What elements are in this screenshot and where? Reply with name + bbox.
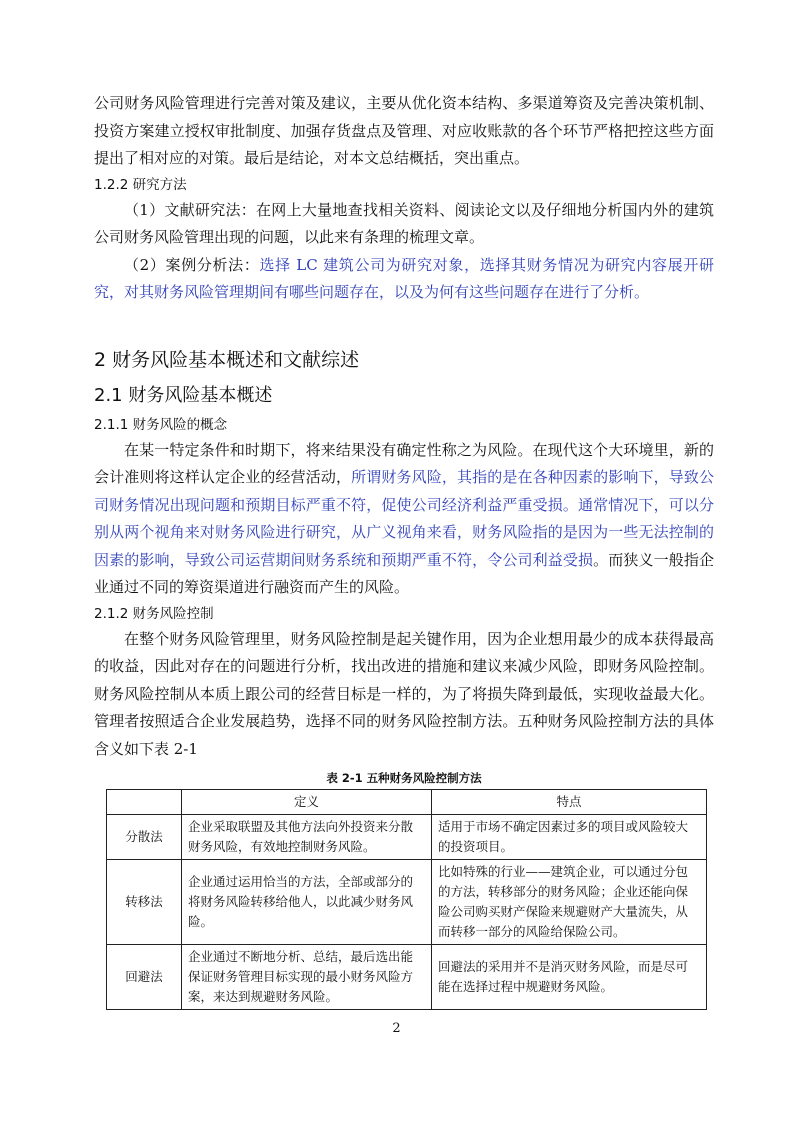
table-row bbox=[107, 815, 707, 860]
section-heading-2-1-2: 2.1.2 财务风险控制 bbox=[94, 605, 214, 622]
section-heading-2-1-1: 2.1.1 财务风险的概念 bbox=[94, 416, 228, 433]
method-case-highlight: 选择 LC 建筑公司为研究对象，选择其财务情况为研究内容展开研究，对其财务风险管理期间有哪些问题存在，以及为何有这些问题存在进行了分析。 bbox=[94, 255, 714, 301]
method-name: 回避法 bbox=[107, 945, 182, 1010]
method-feature: 比如特殊的行业——建筑企业，可以通过分包的方法，转移部分的财务风险；企业还能向保险公司购买财产保险来规避财产大量流失，从而转移一部分的风险给保险公司。 bbox=[432, 860, 707, 945]
table-header-row bbox=[107, 790, 707, 815]
concept-paragraph bbox=[94, 437, 714, 602]
concept-highlight: 所谓财务风险，其指的是在各种因素的影响下，导致公司财务情况出现问题和预期目标严重不符，促使公司经济利益严重受损。通常情况下，可以分别从两个视角来对财务风险进行研究，从广义视角来看，财务风险指的是因为一些无法控制的因素的影响，导致公司运营期间财务系统和预期严重不符，令公司利益受损 bbox=[94, 468, 714, 569]
method-definition: 企业通过不断地分析、总结，最后选出能保证财务管理目标实现的最小财务风险方案，来达到规避财务风险。 bbox=[182, 945, 432, 1010]
method-case-label: （2）案例分析法： bbox=[124, 255, 260, 274]
table-caption: 表 2-1 五种财务风险控制方法 bbox=[326, 771, 482, 785]
header-cell-definition: 定义 bbox=[182, 790, 432, 815]
method-literature: （1）文献研究法：在网上大量地查找相关资料、阅读论文以及仔细地分析国内外的建筑公司财务风险管理出现的问题，以此来有条理的梳理文章。 bbox=[94, 200, 714, 246]
method-case bbox=[94, 252, 714, 307]
page-number: 2 bbox=[392, 1021, 401, 1036]
control-paragraph: 在整个财务风险管理里，财务风险控制是起关键作用，因为企业想用最少的成本获得最高的收益，因此对存在的问题进行分析，找出改进的措施和建议来减少风险，即财务风险控制。财务风险控制从本质上跟公司的经营目标是一样的，为了将损失降到最低，实现收益最大化。管理者按照适合企业发展趋势，选择不同的财务风险控制方法。五种财务风险控制方法的具体含义如下表 2-1 bbox=[94, 629, 714, 758]
section-heading-1-2-2: 1.2.2 研究方法 bbox=[94, 176, 187, 193]
table-row bbox=[107, 860, 707, 945]
intro-paragraph: 公司财务风险管理进行完善对策及建议，主要从优化资本结构、多渠道筹资及完善决策机制、投资方案建立授权审批制度、加强存货盘点及管理、对应收账款的各个环节严格把控这些方面提出了相对应的对策。最后是结论，对本文总结概括，突出重点。 bbox=[94, 94, 714, 167]
chapter-heading: 2 财务风险基本概述和文献综述 bbox=[94, 348, 360, 371]
method-definition: 企业采取联盟及其他方法向外投资来分散财务风险，有效地控制财务风险。 bbox=[182, 815, 432, 860]
header-cell-feature: 特点 bbox=[432, 790, 707, 815]
method-feature: 回避法的采用并不是消灭财务风险，而是尽可能在选择过程中规避财务风险。 bbox=[432, 945, 707, 1010]
method-name: 转移法 bbox=[107, 860, 182, 945]
header-cell-blank bbox=[107, 790, 182, 815]
table-row bbox=[107, 945, 707, 1010]
concept-intro: 在某一特定条件和时期下，将来结果没有确定性称之为风险。在现代这个大环境里，新的会计准则将这样认定企业的经营活动， bbox=[94, 440, 714, 486]
method-name: 分散法 bbox=[107, 815, 182, 860]
method-feature: 适用于市场不确定因素过多的项目或风险较大的投资项目。 bbox=[432, 815, 707, 860]
risk-methods-table bbox=[106, 789, 707, 1010]
concept-suffix: 。而狭义一般指企业通过不同的筹资渠道进行融资而产生的风险。 bbox=[94, 550, 714, 596]
document-page bbox=[94, 90, 714, 1010]
section-heading-2-1: 2.1 财务风险基本概述 bbox=[94, 384, 273, 406]
method-definition: 企业通过运用恰当的方法，全部或部分的将财务风险转移给他人，以此减少财务风险。 bbox=[182, 860, 432, 945]
